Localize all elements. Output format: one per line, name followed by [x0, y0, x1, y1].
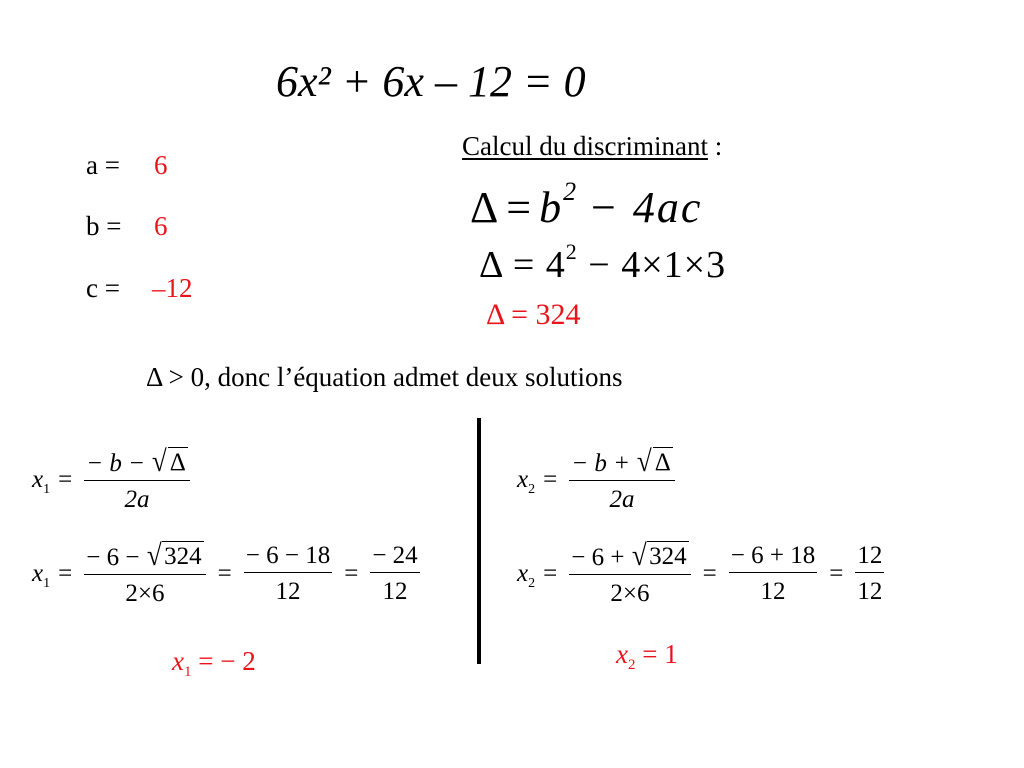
x1-var: $x_1$	[32, 466, 51, 497]
x2-general-numerator: − b + √ Δ	[571, 445, 671, 478]
x2-fraction-2-denominator: 12	[760, 578, 786, 605]
x1-fraction-1-numerator: − 6 − √ 324	[86, 539, 202, 572]
x1-general-numerator: − b − √ Δ	[86, 445, 186, 478]
formula-b: b	[539, 183, 564, 232]
x2-numeric-equals-3: =	[829, 560, 844, 587]
x2-fraction-2-numerator: − 6 + 18	[730, 542, 816, 569]
sqrt-icon: √ Δ	[637, 445, 671, 478]
x1-numeric-equals-3: =	[344, 560, 359, 587]
x1-fraction-1-denominator: 2×6	[125, 580, 165, 607]
substitution-left: Δ = 4	[479, 244, 566, 286]
x2-numeric-equals: =	[543, 560, 558, 587]
x1-fraction-3-denominator: 12	[382, 578, 408, 605]
x1-numeric-formula	[32, 541, 424, 606]
x2-general-formula	[517, 447, 679, 512]
sqrt-icon: √ 324	[146, 539, 202, 572]
substitution-rest: − 4×1×3	[577, 244, 727, 286]
x1-fraction-3-numerator: − 24	[372, 542, 418, 569]
discriminant-result: Δ = 324	[486, 298, 581, 331]
x1-general-fraction	[84, 447, 190, 512]
x2-general-denominator: 2a	[609, 486, 635, 513]
formula-exponent: 2	[563, 177, 579, 206]
vertical-separator	[477, 418, 481, 664]
discriminant-formula	[470, 177, 703, 232]
x2-fraction-3	[855, 543, 884, 604]
coef-a-label: a =	[86, 150, 120, 180]
formula-equals: =	[506, 183, 534, 232]
x2-fraction-3-numerator: 12	[857, 542, 883, 569]
discriminant-heading	[462, 133, 722, 160]
x1-fraction-2-denominator: 12	[275, 578, 301, 605]
discriminant-heading-text: Calcul du discriminant	[462, 131, 708, 161]
x2-fraction-1-numerator: − 6 + √ 324	[571, 539, 687, 572]
x1-fraction-1	[84, 541, 205, 606]
x2-numeric-formula	[517, 541, 888, 606]
x2-var: $x_2$	[517, 466, 536, 497]
coef-a-value: 6	[154, 150, 168, 180]
x1-fraction-2-numerator: − 6 − 18	[245, 542, 331, 569]
sqrt-icon: √ 324	[631, 539, 687, 572]
sqrt-icon: √ Δ	[152, 445, 186, 478]
coef-b-value: 6	[154, 211, 168, 241]
x1-equals: =	[58, 466, 73, 493]
x1-numeric-equals: =	[58, 560, 73, 587]
discriminant-heading-colon: :	[707, 131, 723, 161]
x2-fraction-3-denominator: 12	[857, 578, 883, 605]
x2-fraction-1	[569, 541, 690, 606]
x1-numeric-equals-2: =	[217, 560, 232, 587]
x1-fraction-3	[370, 543, 419, 604]
x1-fraction-2	[244, 543, 332, 604]
x2-fraction-2	[729, 543, 817, 604]
x2-equals: =	[543, 466, 558, 493]
x2-general-fraction	[569, 447, 675, 512]
x1-var-numeric: $x_1$	[32, 560, 51, 591]
x1-result: $x_1$ = − 2	[172, 646, 256, 680]
coef-b-label: b =	[86, 211, 122, 241]
x2-fraction-1-denominator: 2×6	[610, 580, 650, 607]
delta-symbol: Δ	[470, 183, 501, 232]
x2-numeric-equals-2: =	[702, 560, 717, 587]
x2-result: $x_2 = 1$	[616, 639, 678, 673]
x2-var-numeric: $x_2$	[517, 560, 536, 591]
conclusion-text: Δ > 0, donc l’équation admet deux solutions	[146, 362, 623, 392]
formula-rest: − 4ac	[588, 183, 703, 232]
equation-title: 6x² + 6x – 12 = 0	[276, 57, 586, 106]
discriminant-substitution	[479, 239, 727, 286]
substitution-exponent: 2	[565, 239, 578, 264]
coef-c-value: –12	[152, 273, 193, 303]
x1-general-formula	[32, 447, 194, 512]
x1-general-denominator: 2a	[124, 486, 150, 513]
coef-c-label: c =	[86, 273, 120, 303]
